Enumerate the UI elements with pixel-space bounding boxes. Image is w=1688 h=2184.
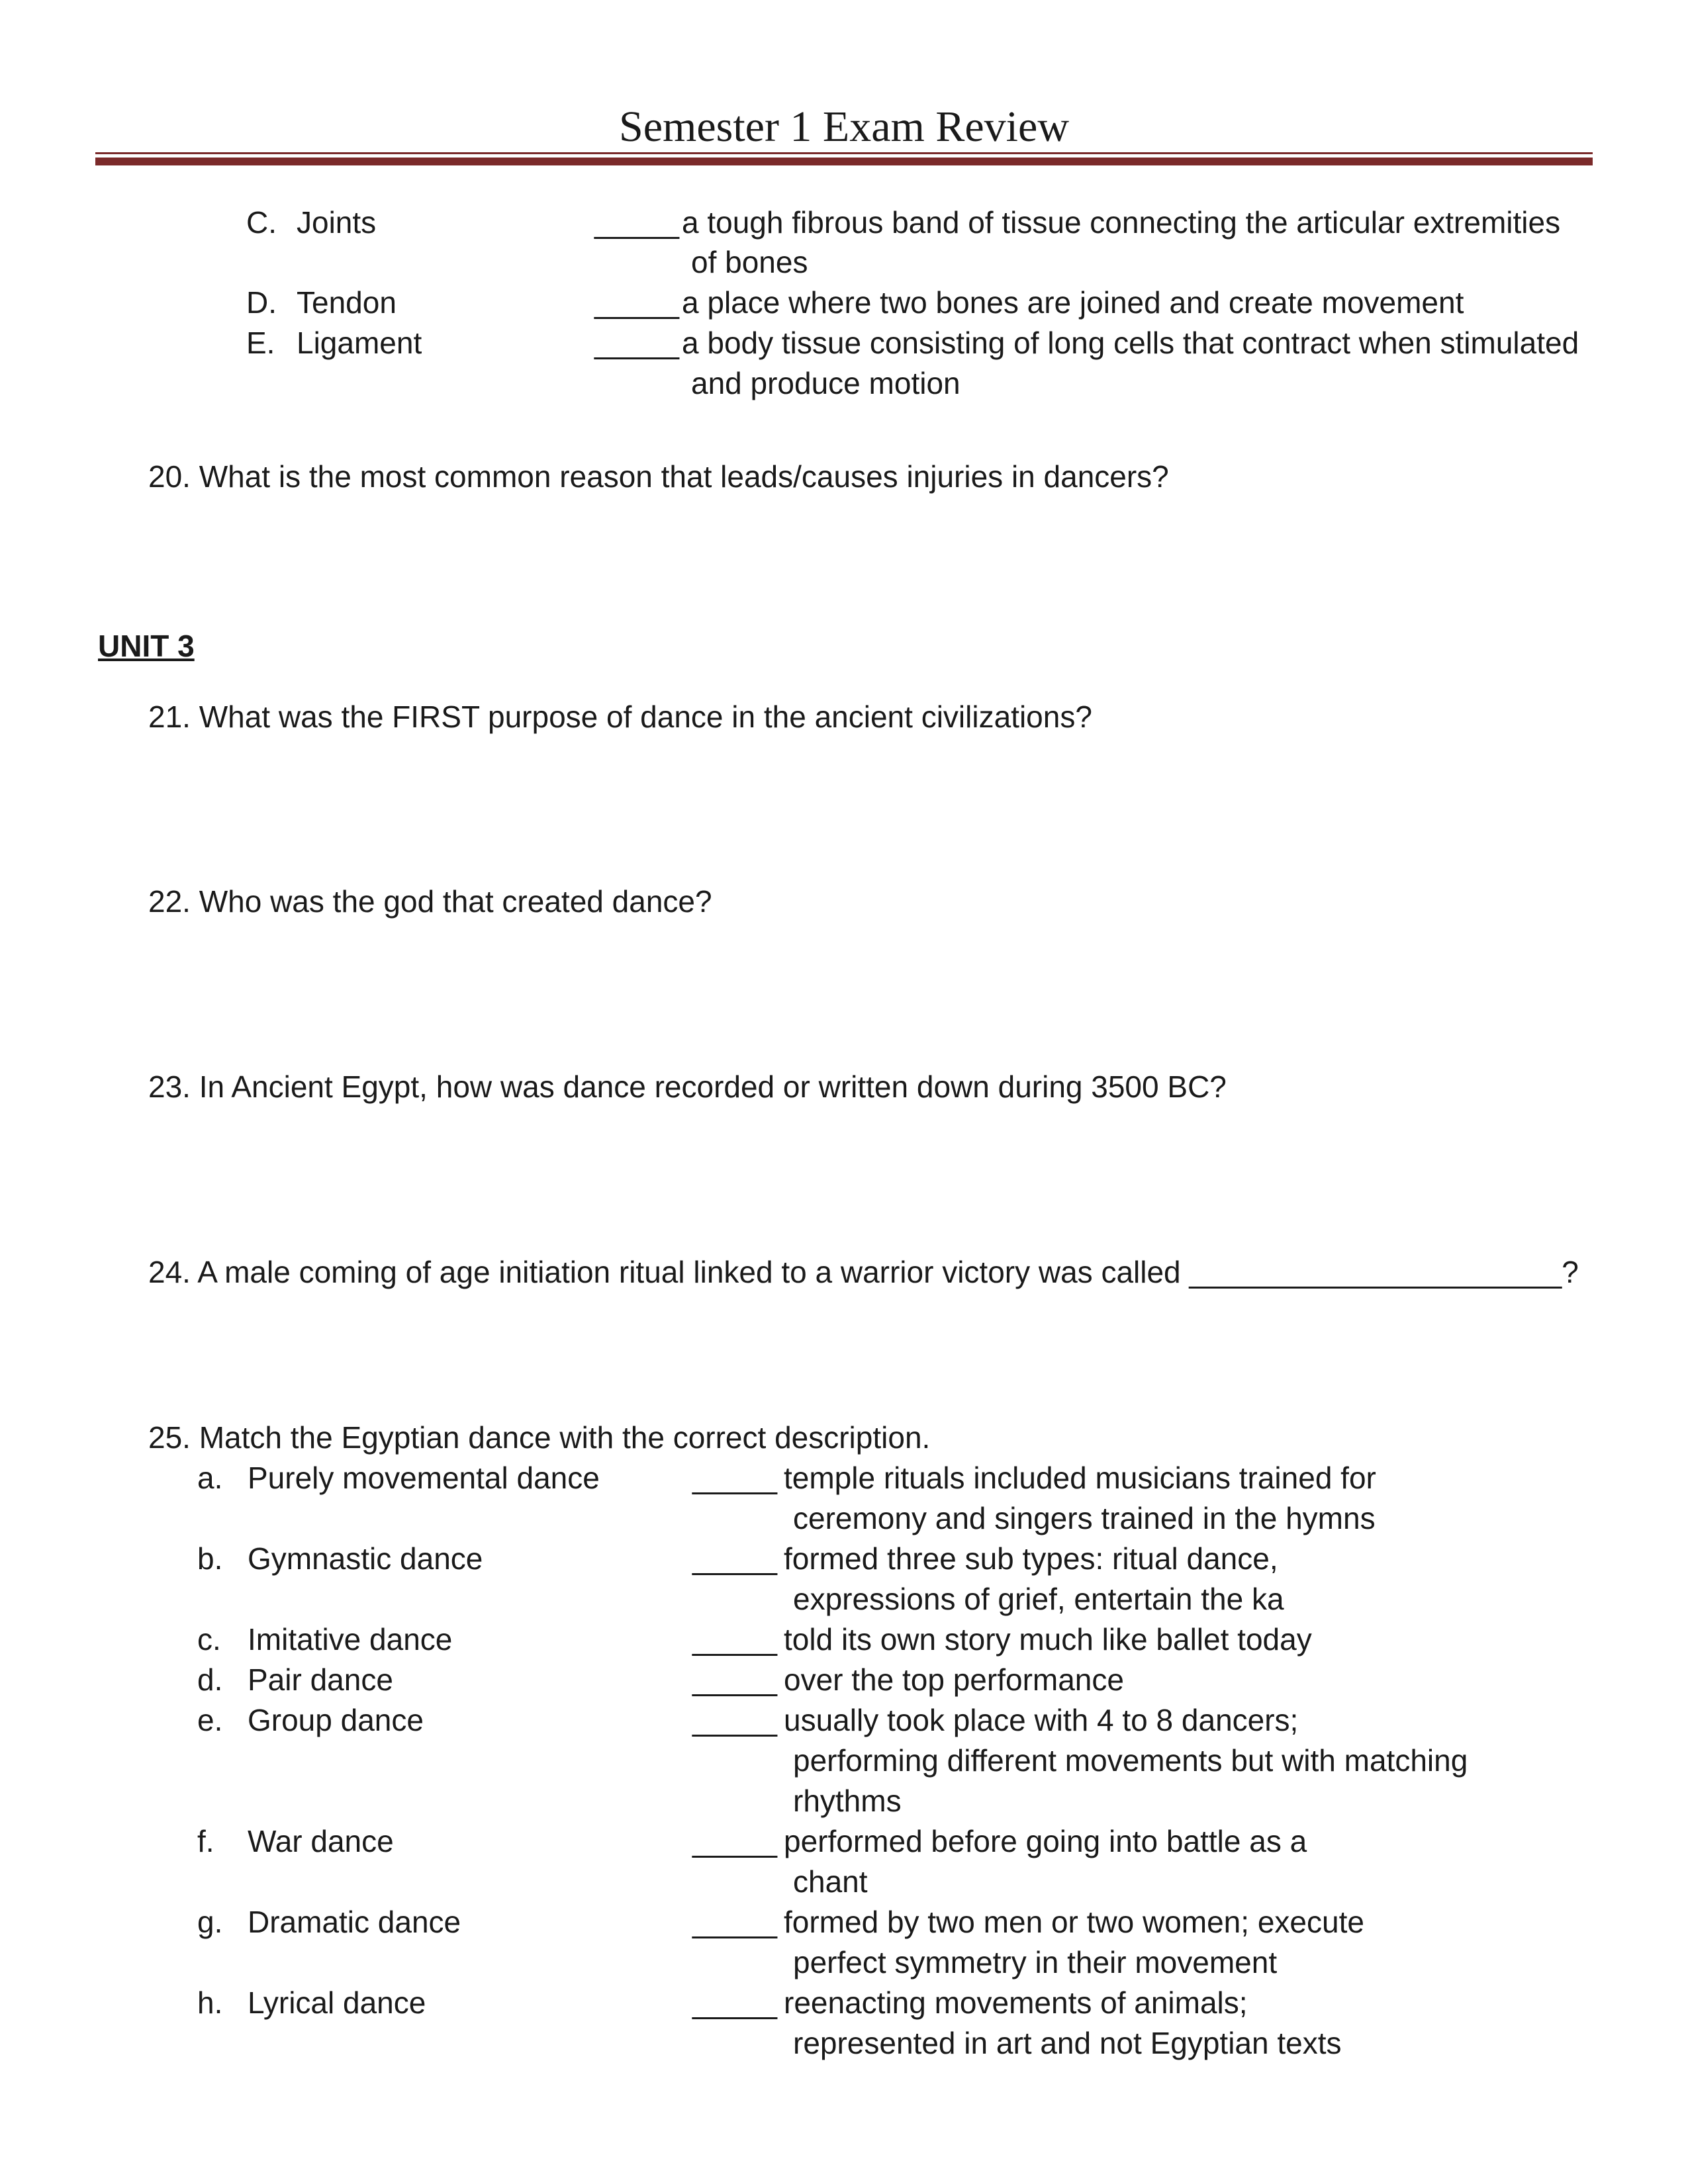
question-25: 25. Match the Egyptian dance with the correct description. xyxy=(148,1420,931,1455)
term-label: Lyrical dance xyxy=(248,1985,426,2020)
definition-line: performing different movements but with matching xyxy=(793,1743,1468,1778)
definition-line: formed three sub types: ritual dance, xyxy=(784,1541,1278,1576)
answer-blank[interactable]: _____ xyxy=(692,1905,777,1939)
question-23: 23. In Ancient Egypt, how was dance recorded or written down during 3500 BC? xyxy=(148,1069,1227,1104)
definition-line: of bones xyxy=(691,245,808,279)
answer-blank[interactable]: _____ xyxy=(692,1985,777,2020)
term-letter: c. xyxy=(197,1622,221,1657)
definition-line: usually took place with 4 to 8 dancers; xyxy=(784,1703,1299,1737)
term-label: Dramatic dance xyxy=(248,1905,461,1939)
answer-blank[interactable]: _____ xyxy=(594,326,679,360)
term-label: Group dance xyxy=(248,1703,424,1737)
term-label: Tendon xyxy=(297,285,397,320)
definition-line: represented in art and not Egyptian texts xyxy=(793,2026,1342,2060)
page-title: Semester 1 Exam Review xyxy=(619,103,1069,151)
definition-line: temple rituals included musicians trained for xyxy=(784,1461,1376,1495)
definition-line: over the top performance xyxy=(784,1662,1124,1697)
definition-line: expressions of grief, entertain the ka xyxy=(793,1582,1284,1616)
answer-blank[interactable]: _____ xyxy=(594,205,679,240)
definition-line: perfect symmetry in their movement xyxy=(793,1945,1278,1979)
question-21: 21. What was the FIRST purpose of dance in the ancient civilizations? xyxy=(148,700,1092,734)
definition-line: chant xyxy=(793,1864,868,1899)
term-label: Imitative dance xyxy=(248,1622,453,1657)
unit-heading: UNIT 3 xyxy=(98,629,195,663)
term-label: Ligament xyxy=(297,326,422,360)
answer-blank[interactable]: _____ xyxy=(692,1824,777,1858)
term-label: Pair dance xyxy=(248,1662,393,1697)
question-20: 20. What is the most common reason that leads/causes injuries in dancers? xyxy=(148,459,1169,494)
header-rule-thick xyxy=(95,158,1593,165)
answer-blank[interactable]: _____ xyxy=(594,285,679,320)
answer-blank[interactable]: _____ xyxy=(692,1622,777,1657)
term-letter: h. xyxy=(197,1985,223,2020)
definition-line: and produce motion xyxy=(691,366,961,400)
term-letter: D. xyxy=(246,285,277,320)
term-label: Gymnastic dance xyxy=(248,1541,483,1576)
term-letter: C. xyxy=(246,205,277,240)
term-label: War dance xyxy=(248,1824,394,1858)
definition-line: formed by two men or two women; execute xyxy=(784,1905,1364,1939)
term-letter: e. xyxy=(197,1703,223,1737)
definition-line: a place where two bones are joined and create movement xyxy=(682,285,1464,320)
term-letter: a. xyxy=(197,1461,223,1495)
answer-blank[interactable]: _____ xyxy=(692,1662,777,1697)
answer-blank[interactable]: _____ xyxy=(692,1703,777,1737)
term-letter: f. xyxy=(197,1824,214,1858)
question-24: 24. A male coming of age initiation ritual linked to a warrior victory was called ______________________? xyxy=(148,1255,1579,1289)
header-rule-thin xyxy=(95,152,1593,154)
definition-line: reenacting movements of animals; xyxy=(784,1985,1248,2020)
term-label: Purely movemental dance xyxy=(248,1461,600,1495)
term-label: Joints xyxy=(297,205,377,240)
term-letter: d. xyxy=(197,1662,223,1697)
term-letter: g. xyxy=(197,1905,223,1939)
answer-blank[interactable]: _____ xyxy=(692,1461,777,1495)
definition-line: a body tissue consisting of long cells that contract when stimulated xyxy=(682,326,1579,360)
term-letter: b. xyxy=(197,1541,223,1576)
answer-blank[interactable]: _____ xyxy=(692,1541,777,1576)
definition-line: performed before going into battle as a xyxy=(784,1824,1307,1858)
definition-line: a tough fibrous band of tissue connecting the articular extremities xyxy=(682,205,1561,240)
definition-line: rhythms xyxy=(793,1784,902,1818)
question-22: 22. Who was the god that created dance? xyxy=(148,884,712,919)
definition-line: ceremony and singers trained in the hymns xyxy=(793,1501,1376,1535)
definition-line: told its own story much like ballet today xyxy=(784,1622,1312,1657)
term-letter: E. xyxy=(246,326,275,360)
